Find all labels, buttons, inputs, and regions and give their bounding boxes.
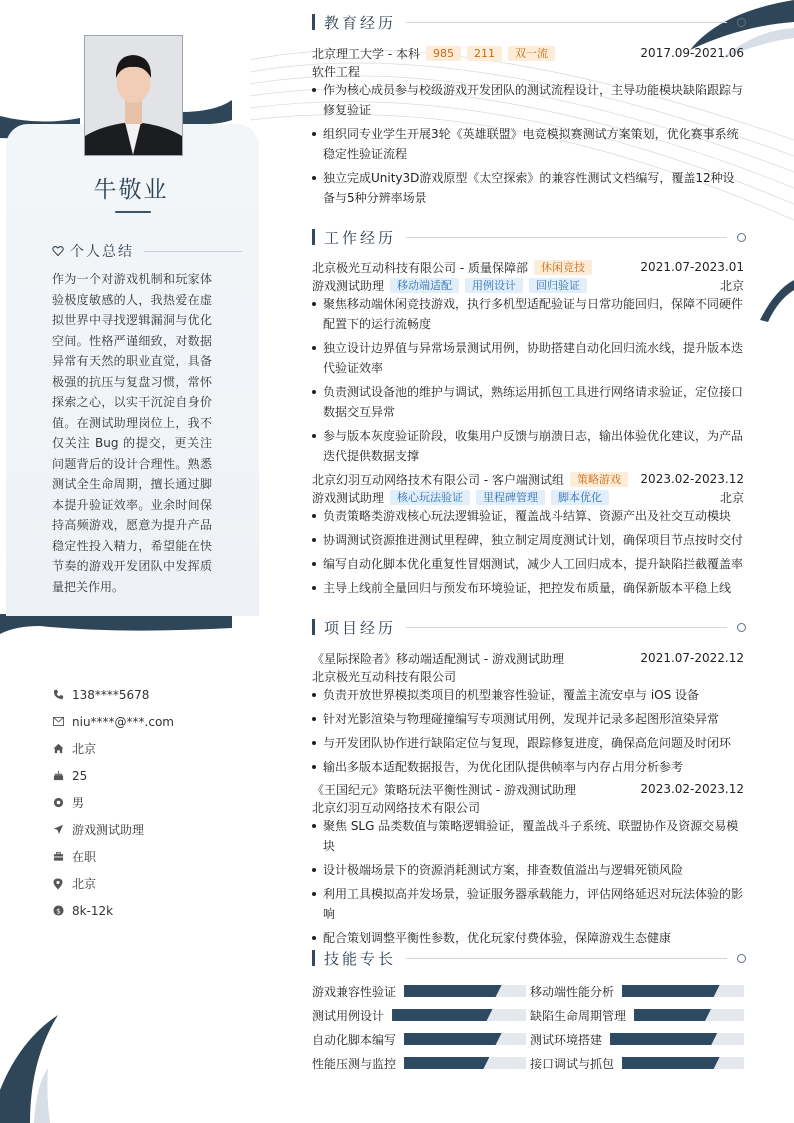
skill-bar [622,1057,744,1069]
heart-icon [52,245,64,257]
project-date: 2021.07-2022.12 [640,651,744,665]
projects-heading [312,617,746,637]
skill-name: 游戏兼容性验证 [312,984,397,999]
list-item: 参与版本灰度验证阶段，收集用户反馈与崩溃日志，输出体验优化建议，为产品迭代提供数据支撑 [312,426,744,466]
skill-item [530,1007,744,1024]
work-date: 2023.02-2023.12 [640,472,744,486]
work-header [312,258,744,276]
list-item: 负责测试设备池的维护与调试，熟练运用抓包工具进行网络请求验证，定位接口数据交互异常 [312,382,744,422]
heading-rule [406,237,727,238]
school-name: 北京理工大学 - 本科 [312,46,420,61]
heading-dot [737,954,746,963]
project-company: 北京极光互动科技有限公司 [312,669,457,684]
email-icon [52,716,64,728]
education-bullets [312,80,744,208]
list-item: 组织同专业学生开展3轮《英雄联盟》电竞模拟赛测试方案策划，优化赛事系统稳定性验证流程 [312,124,744,164]
skill-name: 移动端性能分析 [530,984,615,999]
list-item: 独立完成Unity3D游戏原型《太空探索》的兼容性测试文档编写，覆盖12种设备与5种分辨率场景 [312,168,744,208]
skill-fill [622,985,720,997]
contact-value: 北京 [72,742,97,756]
work-role-row [312,488,744,506]
skill-bar [404,1057,526,1069]
home-icon [52,743,64,755]
heading-dot [737,233,746,242]
skill-name: 性能压测与监控 [312,1056,397,1071]
summary-rule [144,251,242,252]
heading-rule [406,958,727,959]
project-header [312,649,744,667]
skill-item [312,1007,526,1024]
phone-icon [52,689,64,701]
project-entry-1 [312,649,744,781]
skill-fill [634,1009,711,1021]
list-item: 针对光影渲染与物理碰撞编写专项测试用例，发现并记录多起图形渲染异常 [312,709,744,729]
list-item: 利用工具模拟高并发场景，验证服务器承载能力，评估网络延迟对玩法体验的影响 [312,884,744,924]
contact-value: 男 [72,796,85,810]
skill-item [312,1055,526,1072]
list-item: 协调测试资源推进测试里程碑，独立制定周度测试计划，确保项目节点按时交付 [312,530,744,550]
list-item: 编写自动化脚本优化重复性冒烟测试，减少人工回归成本，提升缺陷拦截覆盖率 [312,554,744,574]
candidate-name: 牛敬业 [93,177,169,203]
section-title: 项目经历 [324,618,397,637]
education-heading [312,12,746,32]
company-tag: 策略游戏 [570,472,628,487]
role: 游戏测试助理 [312,278,385,293]
heading-dot [737,18,746,27]
school-tag: 双一流 [508,46,555,61]
skill-item [312,1031,526,1048]
skill-name: 测试用例设计 [312,1008,385,1023]
salary-icon [52,905,64,917]
list-item: 独立设计边界值与异常场景测试用例，协助搭建自动化回归流水线，提升版本迭代验证效率 [312,338,744,378]
contact-value: 25 [72,768,88,783]
work-city: 北京 [719,278,744,293]
project-company-row [312,798,744,816]
role-tag: 核心玩法验证 [390,490,470,505]
list-item: 聚焦移动端休闲竞技游戏，执行多机型适配验证与日常功能回归，保障不同硬件配置下的运行流畅度 [312,294,744,334]
role-tag: 脚本优化 [551,490,609,505]
education-entry [312,44,744,212]
project-header [312,780,744,798]
heading-bar [312,229,315,245]
contact-value: niu****@***.com [72,714,174,729]
list-item: 设计极端场景下的资源消耗测试方案，排查数值溢出与逻辑死锁风险 [312,860,744,880]
role-tag: 移动端适配 [390,278,459,293]
work-header [312,470,744,488]
skill-row [312,1003,744,1027]
company-name: 北京幻羽互动网络技术有限公司 - 客户端测试组 [312,472,564,487]
contact-email [52,708,252,735]
work-city: 北京 [719,490,744,505]
company-name: 北京极光互动科技有限公司 - 质量保障部 [312,260,528,275]
project-title: 《王国纪元》策略玩法平衡性测试 - 游戏测试助理 [312,782,576,797]
skill-fill [404,1033,502,1045]
education-major-row [312,62,744,80]
list-item: 输出多版本适配数据报告，为优化团队提供帧率与内存占用分析参考 [312,757,744,777]
skill-name: 测试环境搭建 [530,1032,603,1047]
contact-age [52,762,252,789]
contact-value: 8k-12k [72,903,114,918]
project-bullets [312,685,744,777]
heading-bar [312,14,315,30]
heading-dot [737,623,746,632]
work-bullets [312,506,744,598]
name-underline [115,211,151,213]
company-tag: 休闲竞技 [534,260,592,275]
skill-bar [634,1009,744,1021]
list-item: 聚焦 SLG 品类数值与策略逻辑验证，覆盖战斗子系统、联盟协作及资源交易模块 [312,816,744,856]
svg-text:$: $ [55,906,61,916]
list-item: 作为核心成员参与校级游戏开发团队的测试流程设计，主导功能模块缺陷跟踪与修复验证 [312,80,744,120]
skill-item [530,1055,744,1072]
skill-name: 自动化脚本编写 [312,1032,397,1047]
education-header [312,44,744,62]
contact-city [52,735,252,762]
summary-heading [52,241,242,261]
project-title: 《星际探险者》移动端适配测试 - 游戏测试助理 [312,651,564,666]
summary-title: 个人总结 [70,244,134,260]
contact-value: 北京 [72,877,97,891]
section-title: 教育经历 [324,13,397,32]
list-item: 负责开放世界模拟类项目的机型兼容性验证，覆盖主流安卓与 iOS 设备 [312,685,744,705]
skill-fill [392,1009,492,1021]
work-date: 2021.07-2023.01 [640,260,744,274]
list-item: 负责策略类游戏核心玩法逻辑验证，覆盖战斗结算、资源产出及社交互动模块 [312,506,744,526]
cake-icon [52,770,64,782]
contact-position [52,816,252,843]
contact-status [52,843,252,870]
skill-row [312,1027,744,1051]
list-item: 主导上线前全量回归与预发布环境验证，把控发布质量，确保新版本平稳上线 [312,578,744,598]
gender-icon [52,797,64,809]
skill-item [530,1031,744,1048]
project-company-row [312,667,744,685]
skill-fill [622,1057,720,1069]
contact-location [52,870,252,897]
skill-row [312,1051,744,1075]
skill-bar [404,1033,526,1045]
list-item: 与开发团队协作进行缺陷定位与复现，跟踪修复进度，确保高危问题及时闭环 [312,733,744,753]
skills-heading [312,948,746,968]
work-heading [312,227,746,247]
role: 游戏测试助理 [312,490,385,505]
skill-name: 接口调试与抓包 [530,1056,615,1071]
role-tag: 用例设计 [465,278,523,293]
heading-bar [312,619,315,635]
project-date: 2023.02-2023.12 [640,782,744,796]
skill-bar [392,1009,526,1021]
work-entry-1 [312,258,744,470]
school-tag: 211 [467,46,502,61]
contact-value: 在职 [72,850,97,864]
project-company: 北京幻羽互动网络技术有限公司 [312,800,481,815]
contact-value: 138****5678 [72,687,150,702]
send-icon [52,824,64,836]
skill-item [312,983,526,1000]
contact-value: 游戏测试助理 [72,823,145,837]
contact-phone [52,681,252,708]
school-tag: 985 [426,46,461,61]
location-icon [52,878,64,890]
skill-fill [610,1033,717,1045]
project-bullets [312,816,744,948]
role-tag: 回归验证 [529,278,587,293]
contact-gender [52,789,252,816]
project-entry-2 [312,780,744,952]
summary-text: 作为一个对游戏机制和玩家体验极度敏感的人，我热爱在虚拟世界中寻找逻辑漏洞与优化空间。性格严谨细致，对数据异常有天然的职业直觉，具备极强的抗压与复盘习惯，常怀探索之心，以实干沉淀自身价值。在测试助理岗位上，我不仅关注 Bug 的提交，更关注问题背后的设计合理性。熟悉测试全生命周期，擅长通过脚本提升验证效率。业余时间保持高频游戏，愿意为提升产品稳定性投入精力，希望能在快节奏的游戏开发团队中发挥质量把关作用。 [52,272,212,594]
heading-rule [406,22,727,23]
skill-item [530,983,744,1000]
contact-salary [52,897,252,924]
avatar-illustration [85,36,182,155]
work-entry-2 [312,470,744,602]
education-date: 2017.09-2021.06 [640,46,744,60]
heading-rule [406,627,727,628]
briefcase-icon [52,851,64,863]
skill-row [312,979,744,1003]
skill-bar [404,985,526,997]
skills-grid [312,979,744,1075]
heading-bar [312,950,315,966]
contact-list [52,681,252,924]
avatar [84,35,183,156]
work-bullets [312,294,744,466]
work-role-row [312,276,744,294]
skill-name: 缺陷生命周期管理 [530,1008,627,1023]
skill-bar [610,1033,744,1045]
major: 软件工程 [312,64,361,79]
skill-fill [404,985,502,997]
list-item: 配合策划调整平衡性参数，优化玩家付费体验，保障游戏生态健康 [312,928,744,948]
skill-fill [404,1057,489,1069]
skill-bar [622,985,744,997]
role-tag: 里程碑管理 [476,490,545,505]
section-title: 工作经历 [324,228,397,247]
section-title: 技能专长 [324,949,397,968]
